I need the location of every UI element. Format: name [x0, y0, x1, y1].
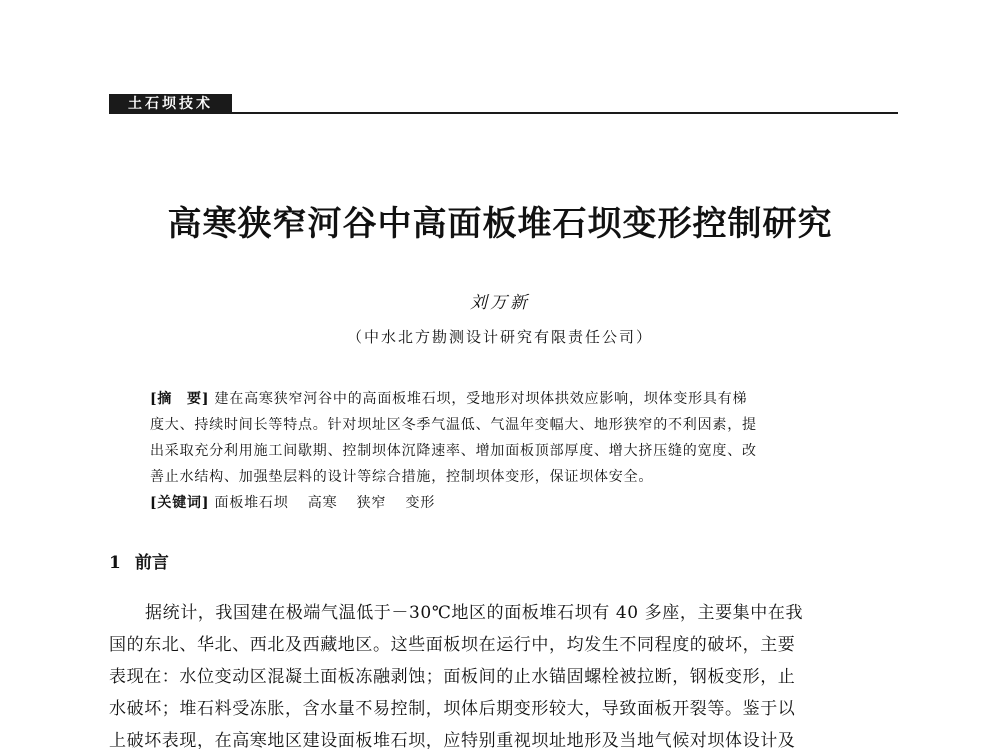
- section-title: 前言: [134, 553, 169, 573]
- abstract-line: 出采取充分利用施工间歇期、控制坝体沉降速率、增加面板顶部厚度、增大挤压缝的宽度、改: [150, 443, 757, 459]
- body-line: 据统计，我国建在极端气温低于－30℃地区的面板堆石坝有 40 多座，主要集中在我: [145, 603, 804, 623]
- keywords-label: [关键词]: [150, 495, 210, 511]
- keyword: 变形: [405, 495, 436, 511]
- section-tag: 土石坝技术: [109, 94, 232, 114]
- abstract-line: 善止水结构、加强垫层料的设计等综合措施，控制坝体变形，保证坝体安全。: [150, 469, 654, 485]
- body-line: 上破坏表现，在高寒地区建设面板堆石坝，应特别重视坝址地形及当地气候对坝体设计及: [109, 731, 796, 749]
- article-title: 高寒狭窄河谷中高面板堆石坝变形控制研究: [167, 204, 833, 244]
- header-rule: [232, 112, 898, 114]
- abstract-line: [150, 386, 862, 412]
- author-affiliation: （中水北方勘测设计研究有限责任公司）: [346, 328, 653, 346]
- keyword: 狭窄: [356, 495, 387, 511]
- abstract-text: 建在高寒狭窄河谷中的高面板堆石坝，受地形对坝体拱效应影响，坝体变形具有梯: [214, 391, 748, 407]
- abstract: [150, 386, 862, 516]
- keyword: 高寒: [307, 495, 338, 511]
- section-heading: [109, 550, 169, 576]
- keyword: 面板堆石坝: [214, 495, 289, 511]
- article-author: 刘万新: [470, 293, 530, 313]
- body-line: 水破坏；堆石料受冻胀，含水量不易控制，坝体后期变形较大，导致面板开裂等。鉴于以: [109, 699, 796, 719]
- keywords: [150, 490, 862, 516]
- abstract-line: 度大、持续时间长等特点。针对坝址区冬季气温低、气温年变幅大、地形狭窄的不利因素，提: [150, 417, 757, 433]
- body-line: 表现在：水位变动区混凝土面板冻融剥蚀；面板间的止水锚固螺栓被拉断，钢板变形，止: [109, 667, 796, 687]
- body-text: [109, 597, 901, 749]
- body-line: 国的东北、华北、西北及西藏地区。这些面板坝在运行中，均发生不同程度的破坏，主要: [109, 635, 796, 655]
- section-number: 1: [109, 553, 121, 573]
- abstract-label: [摘 要]: [150, 391, 210, 407]
